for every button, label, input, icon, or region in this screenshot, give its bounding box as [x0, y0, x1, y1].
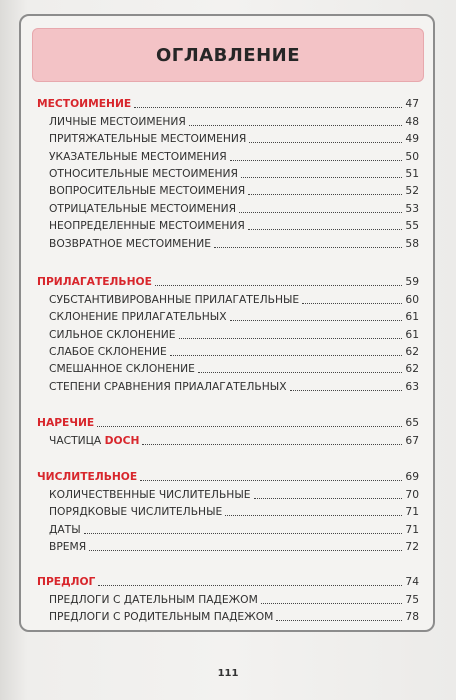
dot-leader: [241, 176, 402, 178]
toc-section-preposition: [37, 571, 419, 623]
toc-entry-label: ПРЕДЛОГИ С ДАТЕЛЬНЫМ ПАДЕЖОМ: [49, 592, 258, 606]
toc-page-number: 61: [405, 327, 419, 341]
dot-leader: [225, 514, 402, 516]
dot-leader: [89, 549, 402, 551]
toc-page-number: 48: [405, 114, 419, 128]
toc-entry[interactable]: [37, 483, 419, 500]
dot-leader: [276, 619, 402, 621]
toc-entry-label: ПОРЯДКОВЫЕ ЧИСЛИТЕЛЬНЫЕ: [49, 505, 223, 519]
toc-page-number: 65: [405, 416, 419, 430]
toc-entry-label: ОТНОСИТЕЛЬНЫЕ МЕСТОИМЕНИЯ: [49, 166, 238, 180]
toc-entry[interactable]: [37, 536, 419, 553]
toc-entry[interactable]: [37, 429, 419, 446]
toc-entry-label: СЛАБОЕ СКЛОНЕНИЕ: [49, 344, 167, 358]
toc-page-number: 47: [405, 97, 419, 111]
page-title: ОГЛАВЛЕНИЕ: [155, 44, 301, 66]
dot-leader: [140, 479, 402, 481]
toc-page-number: 59: [405, 275, 419, 289]
toc-entry-label: КОЛИЧЕСТВЕННЫЕ ЧИСЛИТЕЛЬНЫЕ: [49, 487, 251, 501]
toc-page-number: 62: [405, 362, 419, 376]
toc-entry-label: СИЛЬНОЕ СКЛОНЕНИЕ: [49, 327, 176, 341]
toc-entry-label: ДАТЫ: [49, 522, 81, 536]
toc-entry[interactable]: [37, 110, 419, 127]
toc-section-pronoun: [37, 93, 419, 250]
toc-page-number: 62: [405, 344, 419, 358]
toc-entry-label: ЛИЧНЫЕ МЕСТОИМЕНИЯ: [49, 114, 186, 128]
toc-entry[interactable]: [37, 518, 419, 535]
toc-entry[interactable]: [37, 180, 419, 197]
toc-entry-label: СМЕШАННОЕ СКЛОНЕНИЕ: [49, 362, 195, 376]
toc-entry-label: ПРИТЯЖАТЕЛЬНЫЕ МЕСТОИМЕНИЯ: [49, 132, 247, 146]
dot-leader: [84, 532, 403, 534]
toc-entry[interactable]: [37, 128, 419, 145]
toc-section-adverb: [37, 412, 419, 447]
toc-page-number: 55: [405, 219, 419, 233]
toc-section-heading[interactable]: [37, 571, 419, 588]
toc-entry-text: ЧАСТИЦА: [49, 433, 105, 447]
toc-section-title: ПРЕДЛОГ: [37, 575, 96, 589]
dot-leader: [155, 284, 402, 286]
toc-section-adjective: [37, 271, 419, 393]
toc-entry-label: НЕОПРЕДЕЛЕННЫЕ МЕСТОИМЕНИЯ: [49, 219, 245, 233]
dot-leader: [214, 246, 402, 248]
toc-entry[interactable]: [37, 358, 419, 375]
toc-entry-label: ВОПРОСИТЕЛЬНЫЕ МЕСТОИМЕНИЯ: [49, 184, 246, 198]
toc-entry-label: УКАЗАТЕЛЬНЫЕ МЕСТОИМЕНИЯ: [49, 149, 227, 163]
toc-page-number: 69: [405, 470, 419, 484]
toc-entry[interactable]: [37, 215, 419, 232]
dot-leader: [248, 228, 403, 230]
toc-page-number: 71: [405, 522, 419, 536]
toc-entry[interactable]: [37, 163, 419, 180]
toc-section-heading[interactable]: [37, 93, 419, 110]
dot-leader: [261, 602, 403, 604]
toc-section-title: ЧИСЛИТЕЛЬНОЕ: [37, 470, 138, 484]
toc-entry[interactable]: [37, 197, 419, 214]
toc-entry[interactable]: [37, 323, 419, 340]
toc-section-heading[interactable]: [37, 271, 419, 288]
dot-leader: [134, 106, 402, 108]
dot-leader: [239, 211, 402, 213]
toc-entry[interactable]: [37, 501, 419, 518]
toc-page-number: 74: [405, 575, 419, 589]
toc-entry[interactable]: [37, 232, 419, 249]
toc-page-number: 50: [405, 149, 419, 163]
toc-page-number: 67: [405, 433, 419, 447]
dot-leader: [302, 302, 402, 304]
toc-section-numeral: [37, 466, 419, 553]
dot-leader: [198, 371, 403, 373]
dot-leader: [179, 337, 403, 339]
dot-leader: [290, 389, 403, 391]
dot-leader: [230, 319, 403, 321]
page-number: 111: [217, 668, 239, 679]
toc-entry[interactable]: [37, 588, 419, 605]
toc-entry-label: ВРЕМЯ: [49, 539, 87, 553]
dot-leader: [170, 354, 403, 356]
toc-entry-latin-word: DOCH: [104, 433, 140, 447]
toc-page-number: 53: [405, 201, 419, 215]
dot-leader: [248, 193, 402, 195]
toc-entry-label: ОТРИЦАТЕЛЬНЫЕ МЕСТОИМЕНИЯ: [49, 201, 237, 215]
toc-page-number: 70: [405, 487, 419, 501]
toc-page-number: 63: [405, 379, 419, 393]
toc-page-number: 72: [405, 539, 419, 553]
toc-section-title: ПРИЛАГАТЕЛЬНОЕ: [37, 275, 152, 289]
dot-leader: [249, 141, 402, 143]
toc-entry-label: СТЕПЕНИ СРАВНЕНИЯ ПРИАЛАГАТЕЛЬНЫХ: [49, 379, 287, 393]
toc-page-number: 49: [405, 132, 419, 146]
toc-entry[interactable]: [37, 341, 419, 358]
dot-leader: [230, 159, 403, 161]
toc-page-number: 61: [405, 310, 419, 324]
toc-entry[interactable]: [37, 288, 419, 305]
dot-leader: [254, 497, 403, 499]
dot-leader: [98, 584, 402, 586]
toc-entry[interactable]: [37, 306, 419, 323]
toc-entry[interactable]: [37, 145, 419, 162]
toc-page-number: 52: [405, 184, 419, 198]
toc-page-number: 75: [405, 592, 419, 606]
toc-entry-label: СКЛОНЕНИЕ ПРИЛАГАТЕЛЬНЫХ: [49, 310, 227, 324]
toc-entry-label: [49, 435, 142, 447]
toc-page-number: 58: [405, 236, 419, 250]
dot-leader: [142, 443, 402, 445]
contents-frame: [19, 14, 435, 632]
dot-leader: [97, 425, 402, 427]
toc-page-number: 51: [405, 166, 419, 180]
toc-section-title: МЕСТОИМЕНИЕ: [37, 97, 132, 111]
toc-page-number: 71: [405, 505, 419, 519]
toc-entry-label: ВОЗВРАТНОЕ МЕСТОИМЕНИЕ: [49, 236, 211, 250]
toc-page-number: 60: [405, 292, 419, 306]
toc-entry-label: ПРЕДЛОГИ С РОДИТЕЛЬНЫМ ПАДЕЖОМ: [49, 610, 274, 624]
toc-entry[interactable]: [37, 375, 419, 392]
toc-section-heading[interactable]: [37, 412, 419, 429]
toc-entry[interactable]: [37, 606, 419, 623]
toc-page-number: 78: [405, 610, 419, 624]
toc-section-heading[interactable]: [37, 466, 419, 483]
toc-section-title: НАРЕЧИЕ: [37, 416, 95, 430]
toc-entry-label: СУБСТАНТИВИРОВАННЫЕ ПРИЛАГАТЕЛЬНЫЕ: [49, 292, 300, 306]
contents-header: [32, 28, 424, 82]
dot-leader: [189, 124, 403, 126]
